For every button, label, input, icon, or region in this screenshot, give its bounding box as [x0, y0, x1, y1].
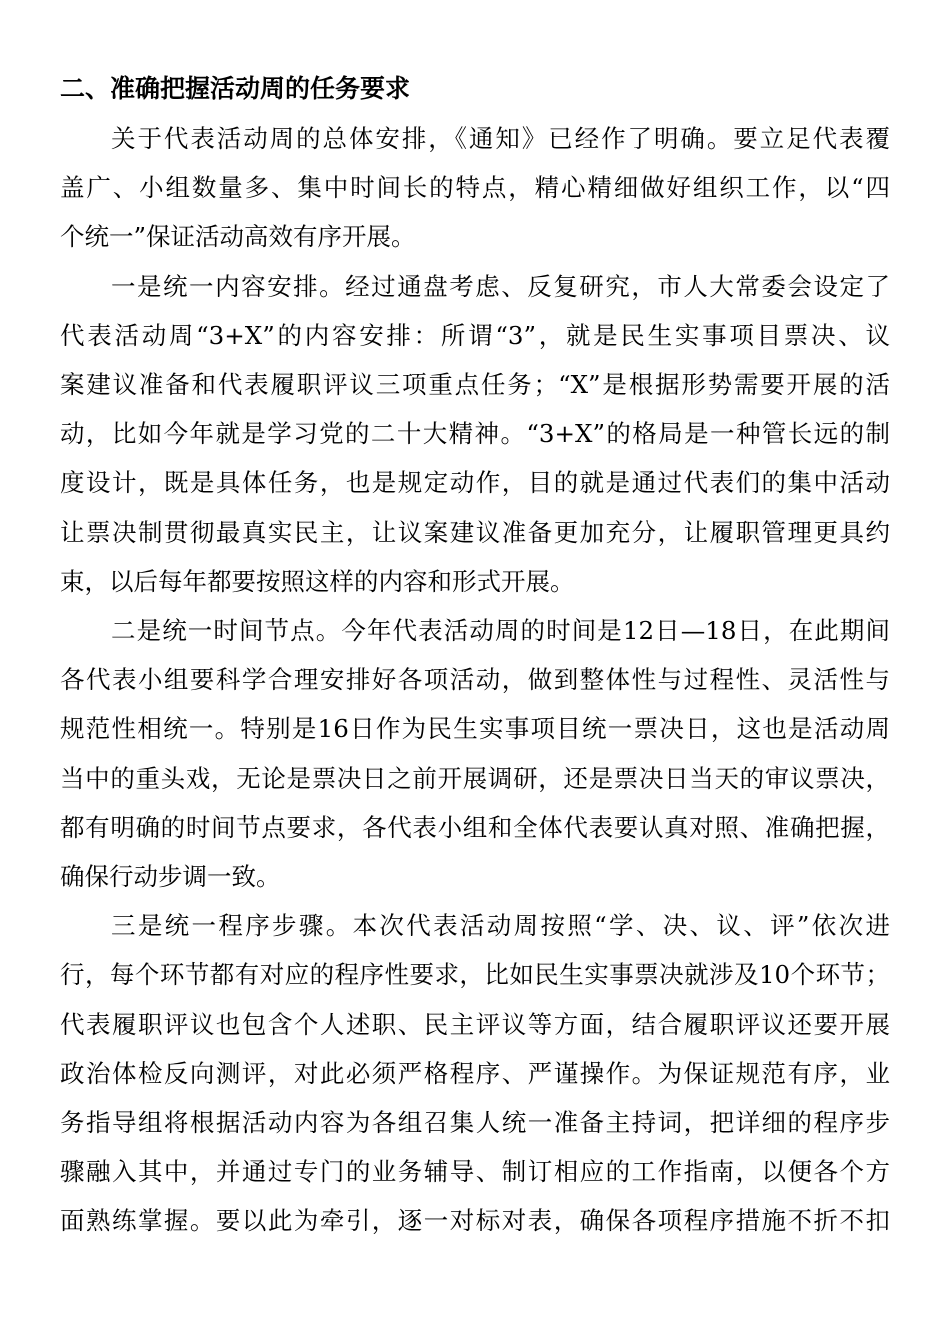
text-line: 都有明确的时间节点要求，各代表小组和全体代表要认真对照、准确把握， — [60, 812, 890, 842]
paragraph-unified-content — [60, 262, 890, 606]
text-line: 案建议准备和代表履职评议三项重点任务；“X”是根据形势需要开展的活 — [60, 370, 890, 400]
text-line: 确保行动步调一致。 — [60, 862, 281, 892]
text-line: 关于代表活动周的总体安排，《通知》已经作了明确。要立足代表覆 — [111, 124, 890, 153]
text-line: 行，每个环节都有对应的程序性要求，比如民生实事票决就涉及10个环节； — [60, 960, 890, 990]
section-heading: 二、准确把握活动周的任务要求 — [60, 74, 411, 103]
paragraph-unified-procedure — [60, 901, 890, 1245]
text-line: 一是统一内容安排。经过通盘考虑、反复研究，市人大常委会设定了 — [111, 271, 890, 301]
text-line: 骤融入其中，并通过专门的业务辅导、制订相应的工作指南，以便各个方 — [60, 1157, 890, 1187]
text-line: 代表活动周“3+X”的内容安排：所谓“3”，就是民生实事项目票决、议 — [60, 320, 890, 350]
text-line: 务指导组将根据活动内容为各组召集人统一准备主持词，把详细的程序步 — [60, 1108, 890, 1138]
document-body — [60, 64, 890, 1246]
text-line: 面熟练掌握。要以此为牵引，逐一对标对表，确保各项程序措施不折不扣 — [60, 1206, 890, 1236]
paragraph-unified-schedule — [60, 606, 890, 901]
text-line: 三是统一程序步骤。本次代表活动周按照“学、决、议、评”依次进 — [111, 911, 890, 941]
text-line: 束，以后每年都要按照这样的内容和形式开展。 — [60, 566, 575, 596]
text-line: 动，比如今年就是学习党的二十大精神。“3+X”的格局是一种管长远的制 — [60, 419, 890, 449]
text-line: 当中的重头戏，无论是票决日之前开展调研，还是票决日当天的审议票决， — [60, 763, 890, 793]
text-line: 二是统一时间节点。今年代表活动周的时间是12日—18日，在此期间 — [111, 616, 890, 646]
text-line: 代表履职评议也包含个人述职、民主评议等方面，结合履职评议还要开展 — [60, 1009, 890, 1039]
text-line: 让票决制贯彻最真实民主，让议案建议准备更加充分，让履职管理更具约 — [60, 517, 890, 547]
text-line: 各代表小组要科学合理安排好各项活动，做到整体性与过程性、灵活性与 — [60, 665, 890, 695]
text-line: 度设计，既是具体任务，也是规定动作，目的就是通过代表们的集中活动 — [60, 468, 890, 498]
text-line: 规范性相统一。特别是16日作为民生实事项目统一票决日，这也是活动周 — [60, 714, 890, 744]
text-line: 盖广、小组数量多、集中时间长的特点，精心精细做好组织工作，以“四 — [60, 173, 890, 203]
text-line: 个统一”保证活动高效有序开展。 — [60, 222, 416, 252]
text-line: 政治体检反向测评，对此必须严格程序、严谨操作。为保证规范有序，业 — [60, 1058, 890, 1088]
paragraph-overview — [60, 114, 890, 262]
